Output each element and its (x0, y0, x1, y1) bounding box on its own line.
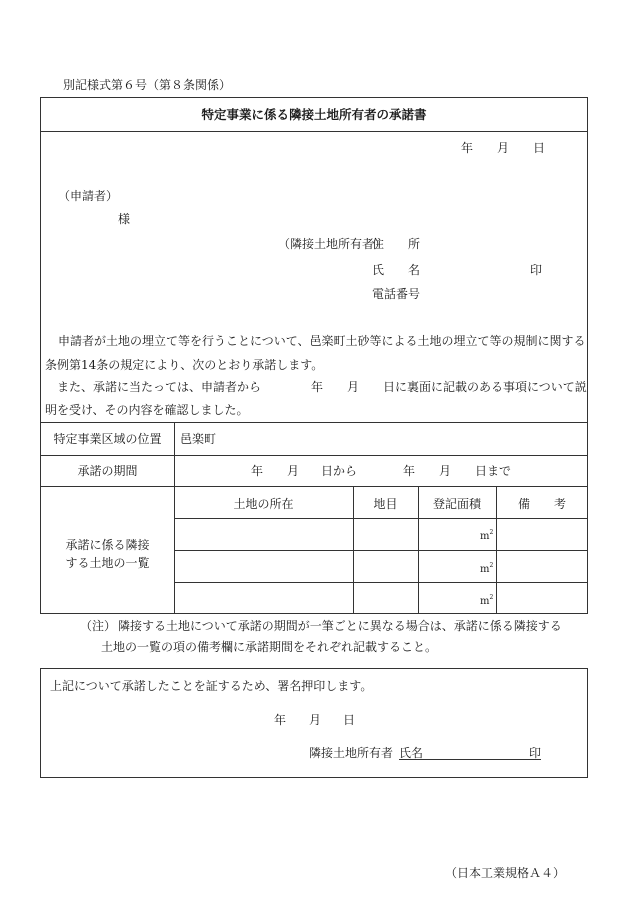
landowner-address-label: 住 所 (372, 237, 421, 251)
date-year: 年 (461, 141, 474, 155)
rule-title (41, 131, 587, 132)
certify-signature-line (399, 747, 541, 760)
certify-name-label: 氏名 (399, 746, 424, 760)
col-header-location: 土地の所在 (233, 497, 294, 511)
certify-month: 月 (309, 713, 322, 727)
location-value: 邑楽町 (180, 432, 217, 446)
period-day-to: 日まで (475, 464, 512, 478)
landowner-phone-label: 電話番号 (372, 287, 421, 301)
land-list-label-2: する土地の一覧 (65, 556, 150, 570)
col-header-notes: 備 考 (517, 497, 566, 511)
note-line-2: 土地の一覧の項の備考欄に承諾期間をそれぞれ記載すること。 (101, 640, 438, 654)
location-label: 特定事業区域の位置 (53, 432, 162, 446)
body-line-3-year: 年 (311, 380, 324, 394)
body-line-3a: また、承諾に当たっては、申請者から (57, 380, 262, 394)
certify-year: 年 (274, 713, 287, 727)
note-line-1: 隣接する土地について承諾の期間が一筆ごとに異なる場合は、承諾に係る隣接する (118, 619, 562, 633)
rule-location (41, 455, 587, 456)
period-label: 承諾の期間 (77, 464, 138, 478)
period-month-to: 月 (439, 464, 452, 478)
note-mark: （注） (80, 619, 117, 633)
rule-land-row2 (174, 582, 587, 583)
date-day: 日 (533, 141, 546, 155)
period-month-from: 月 (287, 464, 300, 478)
applicant-label: （申請者） (58, 189, 119, 203)
rule-label-col (174, 422, 175, 614)
applicant-honorific: 様 (118, 212, 131, 226)
body-line-3-month: 月 (347, 380, 360, 394)
area-unit-row3: $m^2$ (480, 594, 494, 607)
certify-day: 日 (343, 713, 356, 727)
rule-body (41, 422, 587, 423)
body-line-4: 明を受け、その内容を確認しました。 (45, 403, 249, 417)
form-title: 特定事業に係る隣接土地所有者の承諾書 (201, 107, 427, 122)
consent-form-table (40, 97, 588, 614)
body-line-1: 申請者が土地の埋立て等を行うことについて、邑楽町土砂等による土地の埋立て等の規制に関する (58, 334, 586, 348)
col-header-area: 登記面積 (432, 497, 481, 511)
body-line-3b: 日に裏面に記載のある事項について説 (383, 380, 587, 394)
land-list-label-1: 承諾に係る隣接 (65, 538, 150, 552)
landowner-seal: 印 (530, 263, 543, 277)
certification-box (40, 668, 588, 778)
area-unit-row2: $m^2$ (480, 562, 494, 575)
rule-period (41, 486, 587, 487)
body-line-2: 条例第14条の規定により、次のとおり承諾します。 (45, 358, 324, 372)
certify-owner-label: 隣接土地所有者 (309, 746, 394, 760)
certify-text: 上記について承諾したことを証するため、署名押印します。 (50, 679, 373, 693)
form-number-label: 別記様式第６号（第８条関係） (63, 78, 232, 92)
rule-land-header (174, 518, 587, 519)
paper-size-footer: （日本工業規格Ａ４） (445, 866, 566, 880)
certify-seal: 印 (529, 746, 542, 760)
col-header-category: 地目 (373, 497, 398, 511)
landowner-label: （隣接土地所有者） (278, 237, 387, 251)
period-year-to: 年 (403, 464, 416, 478)
area-unit-row1: $m^2$ (480, 529, 494, 542)
period-day-from: 日から (321, 464, 358, 478)
rule-land-row1 (174, 550, 587, 551)
signature-name-field (399, 747, 541, 760)
period-year-from: 年 (251, 464, 264, 478)
landowner-name-label: 氏 名 (372, 263, 421, 277)
date-month: 月 (497, 141, 510, 155)
